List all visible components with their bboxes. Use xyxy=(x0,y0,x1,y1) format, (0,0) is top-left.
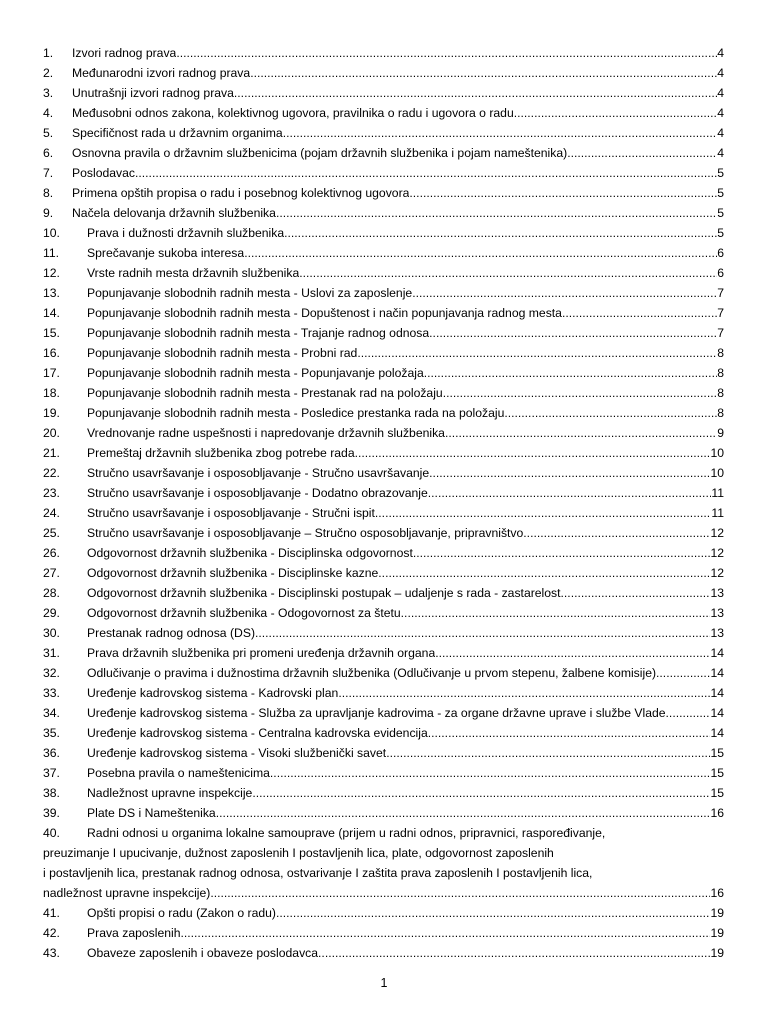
toc-entry-title: Popunjavanje slobodnih radnih mesta - Prestanak rad na položaju xyxy=(87,386,443,400)
toc-entry-28[interactable] xyxy=(43,583,724,603)
toc-entry-30[interactable] xyxy=(43,623,724,643)
toc-dot-leader xyxy=(443,383,718,403)
toc-entry-page: 19 xyxy=(710,906,724,920)
toc-entry-title: Odgovornost državnih službenika - Odogovornost za štetu xyxy=(87,606,401,620)
toc-entry-title: Plate DS i Nameštenika xyxy=(87,806,216,820)
toc-entry-number: 32. xyxy=(43,666,60,680)
toc-dot-leader xyxy=(562,303,717,323)
toc-dot-leader xyxy=(318,943,710,963)
toc-entry-page: 11 xyxy=(711,506,724,520)
toc-entry-17[interactable] xyxy=(43,363,724,383)
toc-entry-page: 10 xyxy=(710,446,724,460)
toc-entry-page: 13 xyxy=(710,606,724,620)
toc-dot-leader xyxy=(429,323,717,343)
toc-entry-title-line1: Radni odnosi u organima lokalne samouprave (prijem u radni odnos, pripravnici, raspoređivanje, xyxy=(87,826,606,840)
toc-dot-leader xyxy=(561,583,711,603)
toc-dot-leader xyxy=(435,643,710,663)
toc-entry-7[interactable] xyxy=(43,163,724,183)
toc-entry-number: 9. xyxy=(43,206,54,220)
toc-entry-14[interactable] xyxy=(43,303,724,323)
toc-entry-number: 37. xyxy=(43,766,60,780)
toc-entry-title: Vrste radnih mesta državnih službenika xyxy=(87,266,300,280)
toc-entry-page: 4 xyxy=(717,126,724,140)
toc-entry-title: Prava i dužnosti državnih službenika xyxy=(87,226,285,240)
toc-entry-number: 35. xyxy=(43,726,60,740)
toc-entry-number: 17. xyxy=(43,366,60,380)
toc-dot-leader xyxy=(656,663,710,683)
toc-dot-leader xyxy=(216,803,711,823)
toc-entry-title: Prava državnih službenika pri promeni uređenja državnih organa xyxy=(87,646,436,660)
toc-dot-leader xyxy=(401,603,711,623)
toc-entry-page: 4 xyxy=(717,46,724,60)
toc-entry-page: 5 xyxy=(717,226,724,240)
toc-entry-26[interactable] xyxy=(43,543,724,563)
toc-entry-number: 15. xyxy=(43,326,60,340)
toc-entry-page: 11 xyxy=(711,486,724,500)
toc-entry-1[interactable] xyxy=(43,43,724,63)
toc-entry-page: 14 xyxy=(710,666,724,680)
toc-dot-leader xyxy=(250,63,717,83)
toc-dot-leader xyxy=(284,223,717,243)
toc-dot-leader xyxy=(424,363,717,383)
toc-entry-number: 2. xyxy=(43,66,54,80)
toc-entry-page: 9 xyxy=(717,426,724,440)
toc-entry-20[interactable] xyxy=(43,423,724,443)
toc-entry-page: 4 xyxy=(717,146,724,160)
toc-entry-title: Obaveze zaposlenih i obaveze poslodavca xyxy=(87,946,319,960)
toc-dot-leader xyxy=(409,183,717,203)
toc-entry-title: Odgovornost državnih službenika - Disciplinski postupak – udaljenje s rada - zastarelost xyxy=(87,586,561,600)
toc-entry-page: 7 xyxy=(717,286,724,300)
toc-entry-37[interactable] xyxy=(43,763,724,783)
toc-dot-leader xyxy=(504,403,717,423)
toc-entry-number: 42. xyxy=(43,926,60,940)
toc-entry-number: 25. xyxy=(43,526,60,540)
toc-dot-leader xyxy=(176,43,717,63)
toc-dot-leader xyxy=(514,103,717,123)
toc-entry-number: 23. xyxy=(43,486,60,500)
toc-entry-18[interactable] xyxy=(43,383,724,403)
toc-entry-title: Opšti propisi o radu (Zakon o radu) xyxy=(87,906,276,920)
toc-entry-title: Međusobni odnos zakona, kolektivnog ugovora, pravilnika o radu i ugovora o radu xyxy=(72,106,514,120)
toc-entry-number: 39. xyxy=(43,806,60,820)
toc-entry-number: 11. xyxy=(43,246,60,260)
toc-entry-title: Načela delovanja državnih službenika xyxy=(72,206,276,220)
toc-entry-title: Posebna pravila o nameštenicima xyxy=(87,766,270,780)
toc-entry-title: Odlučivanje o pravima i dužnostima državnih službenika (Odlučivanje u prvom stepenu, žalbene komisije) xyxy=(87,666,657,680)
toc-entry-title: Popunjavanje slobodnih radnih mesta - Posledice prestanka rada na položaju xyxy=(87,406,505,420)
toc-entry-12[interactable] xyxy=(43,263,724,283)
toc-entry-title-line3: i postavljenih lica, prestanak radnog odnosa, ostvarivanje I zaštita prava zaposlenih I postavljenih lica, xyxy=(43,866,593,880)
toc-dot-leader xyxy=(355,443,711,463)
toc-entry-number: 40. xyxy=(43,826,60,840)
toc-entry-4[interactable] xyxy=(43,103,724,123)
toc-entry-title: Sprečavanje sukoba interesa xyxy=(87,246,245,260)
toc-entry-title: Popunjavanje slobodnih radnih mesta - Popunjavanje položaja xyxy=(87,366,424,380)
toc-entry-21[interactable] xyxy=(43,443,724,463)
toc-entry-22[interactable] xyxy=(43,463,724,483)
toc-entry-number: 3. xyxy=(43,86,54,100)
toc-entry-5[interactable] xyxy=(43,123,724,143)
toc-entry-10[interactable] xyxy=(43,223,724,243)
toc-entry-number: 43. xyxy=(43,946,60,960)
toc-entry-number: 38. xyxy=(43,786,60,800)
toc-entry-6[interactable] xyxy=(43,143,724,163)
toc-entry-13[interactable] xyxy=(43,283,724,303)
toc-entry-27[interactable] xyxy=(43,563,724,583)
toc-entry-15[interactable] xyxy=(43,323,724,343)
table-of-contents xyxy=(43,43,724,963)
toc-entry-8[interactable] xyxy=(43,183,724,203)
toc-entry-title: Unutrašnji izvori radnog prava xyxy=(72,86,234,100)
toc-entry-title: Uređenje kadrovskog sistema - Kadrovski plan xyxy=(87,686,339,700)
toc-dot-leader xyxy=(567,143,717,163)
toc-entry-number: 18. xyxy=(43,386,60,400)
toc-entry-2[interactable] xyxy=(43,63,724,83)
toc-dot-leader xyxy=(413,543,711,563)
toc-entry-page: 12 xyxy=(710,546,724,560)
toc-dot-leader xyxy=(429,463,710,483)
toc-dot-leader xyxy=(252,783,710,803)
toc-dot-leader xyxy=(276,203,717,223)
toc-entry-3[interactable] xyxy=(43,83,724,103)
toc-entry-number: 14. xyxy=(43,306,60,320)
toc-entry-number: 26. xyxy=(43,546,60,560)
toc-entry-title: Osnovna pravila o državnim službenicima (pojam državnih službenika i pojam nameštenika) xyxy=(72,146,568,160)
toc-entry-page: 8 xyxy=(717,386,724,400)
toc-dot-leader xyxy=(270,763,711,783)
toc-entry-page: 14 xyxy=(710,646,724,660)
toc-entry-page: 5 xyxy=(717,206,724,220)
toc-entry-number: 41. xyxy=(43,906,60,920)
toc-dot-leader xyxy=(299,263,717,283)
toc-entry-number: 16. xyxy=(43,346,60,360)
toc-entry-page: 8 xyxy=(717,406,724,420)
toc-entry-title: Stručno usavršavanje i osposobljavanje - Stručni ispit xyxy=(87,506,375,520)
toc-dot-leader xyxy=(445,423,717,443)
toc-entry-number: 31. xyxy=(43,646,60,660)
toc-entry-title: Popunjavanje slobodnih radnih mesta - Uslovi za zaposlenje xyxy=(87,286,413,300)
toc-entry-title: Premeštaj državnih službenika zbog potrebe rada xyxy=(87,446,355,460)
toc-dot-leader xyxy=(428,723,711,743)
toc-entry-page: 14 xyxy=(710,706,724,720)
toc-entry-page: 16 xyxy=(710,806,724,820)
toc-entry-35[interactable] xyxy=(43,723,724,743)
toc-entry-title: Uređenje kadrovskog sistema - Visoki službenički savet xyxy=(87,746,387,760)
toc-dot-leader xyxy=(338,683,710,703)
toc-entry-page: 12 xyxy=(710,566,724,580)
toc-entry-page: 19 xyxy=(710,946,724,960)
toc-entry-page: 12 xyxy=(710,526,724,540)
toc-entry-page: 15 xyxy=(710,766,724,780)
toc-entry-page: 13 xyxy=(710,626,724,640)
toc-list xyxy=(43,903,724,963)
toc-dot-leader xyxy=(181,923,711,943)
toc-entry-number: 33. xyxy=(43,686,60,700)
toc-entry-title: Nadležnost upravne inspekcije xyxy=(87,786,253,800)
toc-entry-page: 16 xyxy=(710,886,724,900)
toc-entry-page: 8 xyxy=(717,366,724,380)
toc-dot-leader xyxy=(357,343,717,363)
toc-entry-title-line2: preuzimanje I upucivanje, dužnost zaposlenih I postavljenih lica, plate, odgovornost zaposlenih xyxy=(43,846,554,860)
toc-entry-40[interactable] xyxy=(43,823,724,903)
toc-entry-42[interactable] xyxy=(43,923,724,943)
toc-entry-title: Popunjavanje slobodnih radnih mesta - Dopuštenost i način popunjavanja radnog mesta xyxy=(87,306,562,320)
toc-entry-page: 5 xyxy=(717,186,724,200)
toc-entry-title: Izvori radnog prava xyxy=(72,46,177,60)
toc-entry-title: Odgovornost državnih službenika - Disciplinske kazne xyxy=(87,566,379,580)
toc-entry-page: 4 xyxy=(717,66,724,80)
toc-entry-page: 5 xyxy=(717,166,724,180)
toc-entry-page: 14 xyxy=(710,686,724,700)
toc-dot-leader xyxy=(135,163,717,183)
toc-entry-9[interactable] xyxy=(43,203,724,223)
page-number: 1 xyxy=(380,976,388,990)
toc-entry-number: 6. xyxy=(43,146,54,160)
toc-entry-number: 1. xyxy=(43,46,54,60)
toc-entry-title: Uređenje kadrovskog sistema - Služba za upravljanje kadrovima - za organe državne uprave i službe Vlade xyxy=(87,706,666,720)
toc-entry-page: 6 xyxy=(717,246,724,260)
toc-entry-number: 22. xyxy=(43,466,60,480)
toc-entry-29[interactable] xyxy=(43,603,724,623)
toc-dot-leader xyxy=(234,83,717,103)
toc-entry-36[interactable] xyxy=(43,743,724,763)
toc-entry-page: 4 xyxy=(717,86,724,100)
toc-dot-leader xyxy=(428,483,712,503)
toc-entry-title: Specifičnost rada u državnim organima xyxy=(72,126,283,140)
toc-dot-leader xyxy=(276,903,710,923)
toc-entry-19[interactable] xyxy=(43,403,724,423)
toc-entry-title: Poslodavac xyxy=(72,166,136,180)
toc-entry-page: 8 xyxy=(717,346,724,360)
toc-entry-number: 29. xyxy=(43,606,60,620)
toc-entry-24[interactable] xyxy=(43,503,724,523)
toc-entry-page: 13 xyxy=(710,586,724,600)
toc-entry-page: 15 xyxy=(710,786,724,800)
toc-entry-23[interactable] xyxy=(43,483,724,503)
toc-entry-title: Vrednovanje radne uspešnosti i napredovanje državnih službenika xyxy=(87,426,445,440)
toc-dot-leader xyxy=(523,523,710,543)
toc-entry-title: Prestanak radnog odnosa (DS) xyxy=(87,626,256,640)
toc-entry-number: 28. xyxy=(43,586,60,600)
toc-entry-title: Primena opštih propisa o radu i posebnog kolektivnog ugovora xyxy=(72,186,410,200)
toc-dot-leader xyxy=(378,563,710,583)
toc-entry-number: 5. xyxy=(43,126,54,140)
toc-dot-leader xyxy=(386,743,710,763)
toc-entry-page: 6 xyxy=(717,266,724,280)
toc-entry-16[interactable] xyxy=(43,343,724,363)
toc-entry-39[interactable] xyxy=(43,803,724,823)
toc-entry-number: 19. xyxy=(43,406,60,420)
toc-dot-leader xyxy=(210,883,710,903)
toc-entry-title: Stručno usavršavanje i osposobljavanje - Stručno usavršavanje xyxy=(87,466,430,480)
toc-entry-number: 20. xyxy=(43,426,60,440)
toc-entry-number: 27. xyxy=(43,566,60,580)
toc-dot-leader xyxy=(412,283,717,303)
toc-dot-leader xyxy=(283,123,718,143)
toc-entry-11[interactable] xyxy=(43,243,724,263)
toc-entry-number: 7. xyxy=(43,166,54,180)
toc-entry-38[interactable] xyxy=(43,783,724,803)
toc-dot-leader xyxy=(255,623,710,643)
toc-entry-title: Stručno usavršavanje i osposobljavanje - Dodatno obrazovanje xyxy=(87,486,428,500)
toc-entry-page: 4 xyxy=(717,106,724,120)
toc-entry-31[interactable] xyxy=(43,643,724,663)
toc-entry-number: 34. xyxy=(43,706,60,720)
toc-entry-title: Prava zaposlenih xyxy=(87,926,181,940)
toc-entry-34[interactable] xyxy=(43,703,724,723)
toc-entry-number: 36. xyxy=(43,746,60,760)
toc-entry-title: Međunarodni izvori radnog prava xyxy=(72,66,251,80)
toc-entry-number: 8. xyxy=(43,186,54,200)
toc-entry-title: Stručno usavršavanje i osposobljavanje – Stručno osposobljavanje, pripravništvo xyxy=(87,526,524,540)
toc-entry-title: Popunjavanje slobodnih radnih mesta - Trajanje radnog odnosa xyxy=(87,326,430,340)
toc-entry-number: 13. xyxy=(43,286,60,300)
toc-entry-title: Odgovornost državnih službenika - Disciplinska odgovornost xyxy=(87,546,413,560)
toc-entry-page: 15 xyxy=(710,746,724,760)
toc-entry-number: 4. xyxy=(43,106,54,120)
toc-entry-title: Popunjavanje slobodnih radnih mesta - Probni rad xyxy=(87,346,358,360)
toc-list xyxy=(43,43,724,823)
toc-entry-page: 7 xyxy=(717,306,724,320)
toc-entry-32[interactable] xyxy=(43,663,724,683)
toc-dot-leader xyxy=(244,243,717,263)
toc-entry-number: 21. xyxy=(43,446,60,460)
toc-entry-43[interactable] xyxy=(43,943,724,963)
toc-entry-page: 19 xyxy=(710,926,724,940)
toc-entry-title: Uređenje kadrovskog sistema - Centralna kadrovska evidencija xyxy=(87,726,428,740)
toc-entry-number: 10. xyxy=(43,226,60,240)
toc-entry-33[interactable] xyxy=(43,683,724,703)
toc-entry-title-line4: nadležnost upravne inspekcije) xyxy=(43,886,211,900)
toc-entry-page: 14 xyxy=(710,726,724,740)
toc-entry-number: 12. xyxy=(43,266,60,280)
toc-entry-41[interactable] xyxy=(43,903,724,923)
toc-entry-page: 7 xyxy=(717,326,724,340)
toc-dot-leader xyxy=(375,503,711,523)
toc-entry-25[interactable] xyxy=(43,523,724,543)
toc-entry-page: 10 xyxy=(710,466,724,480)
toc-dot-leader xyxy=(666,703,711,723)
toc-entry-number: 30. xyxy=(43,626,60,640)
toc-entry-number: 24. xyxy=(43,506,60,520)
